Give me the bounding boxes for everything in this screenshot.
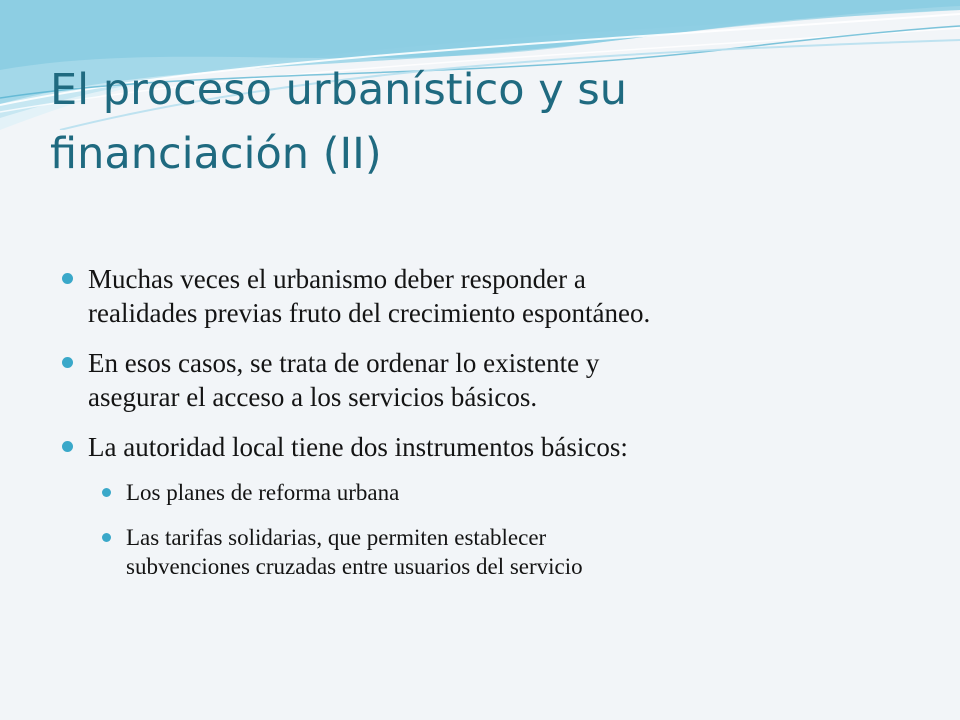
bullet-text-line: Muchas veces el urbanismo deber responder a [88,264,586,294]
slide-title [50,58,910,186]
sub-bullet-dot-icon [102,533,111,542]
title-line-2: financiación (II) [50,129,382,179]
bullet-text-line: La autoridad local tiene dos instrumentos básicos: [88,432,628,462]
title-line-1: El proceso urbanístico y su [50,65,627,115]
bullet-item [60,346,920,414]
sub-bullet-item [60,523,920,581]
sub-bullet-text-line: Las tarifas solidarias, que permiten establecer [126,525,547,550]
sub-bullet-item [60,478,920,507]
bullet-item [60,262,920,330]
sub-bullet-list [60,478,920,581]
bullet-list [60,262,920,581]
sub-bullet-text-line: subvenciones cruzadas entre usuarios del servicio [126,554,583,579]
bullet-text-line: En esos casos, se trata de ordenar lo existente y [88,348,600,378]
bullet-text-line: realidades previas fruto del crecimiento espontáneo. [88,298,651,328]
sub-bullet-dot-icon [102,488,111,497]
sub-bullet-text-line: Los planes de reforma urbana [126,480,400,505]
bullet-dot-icon [62,441,73,452]
bullet-dot-icon [62,357,73,368]
bullet-text-line: asegurar el acceso a los servicios básicos. [88,382,538,412]
bullet-dot-icon [62,273,73,284]
slide-body [60,262,920,597]
bullet-item [60,430,920,581]
